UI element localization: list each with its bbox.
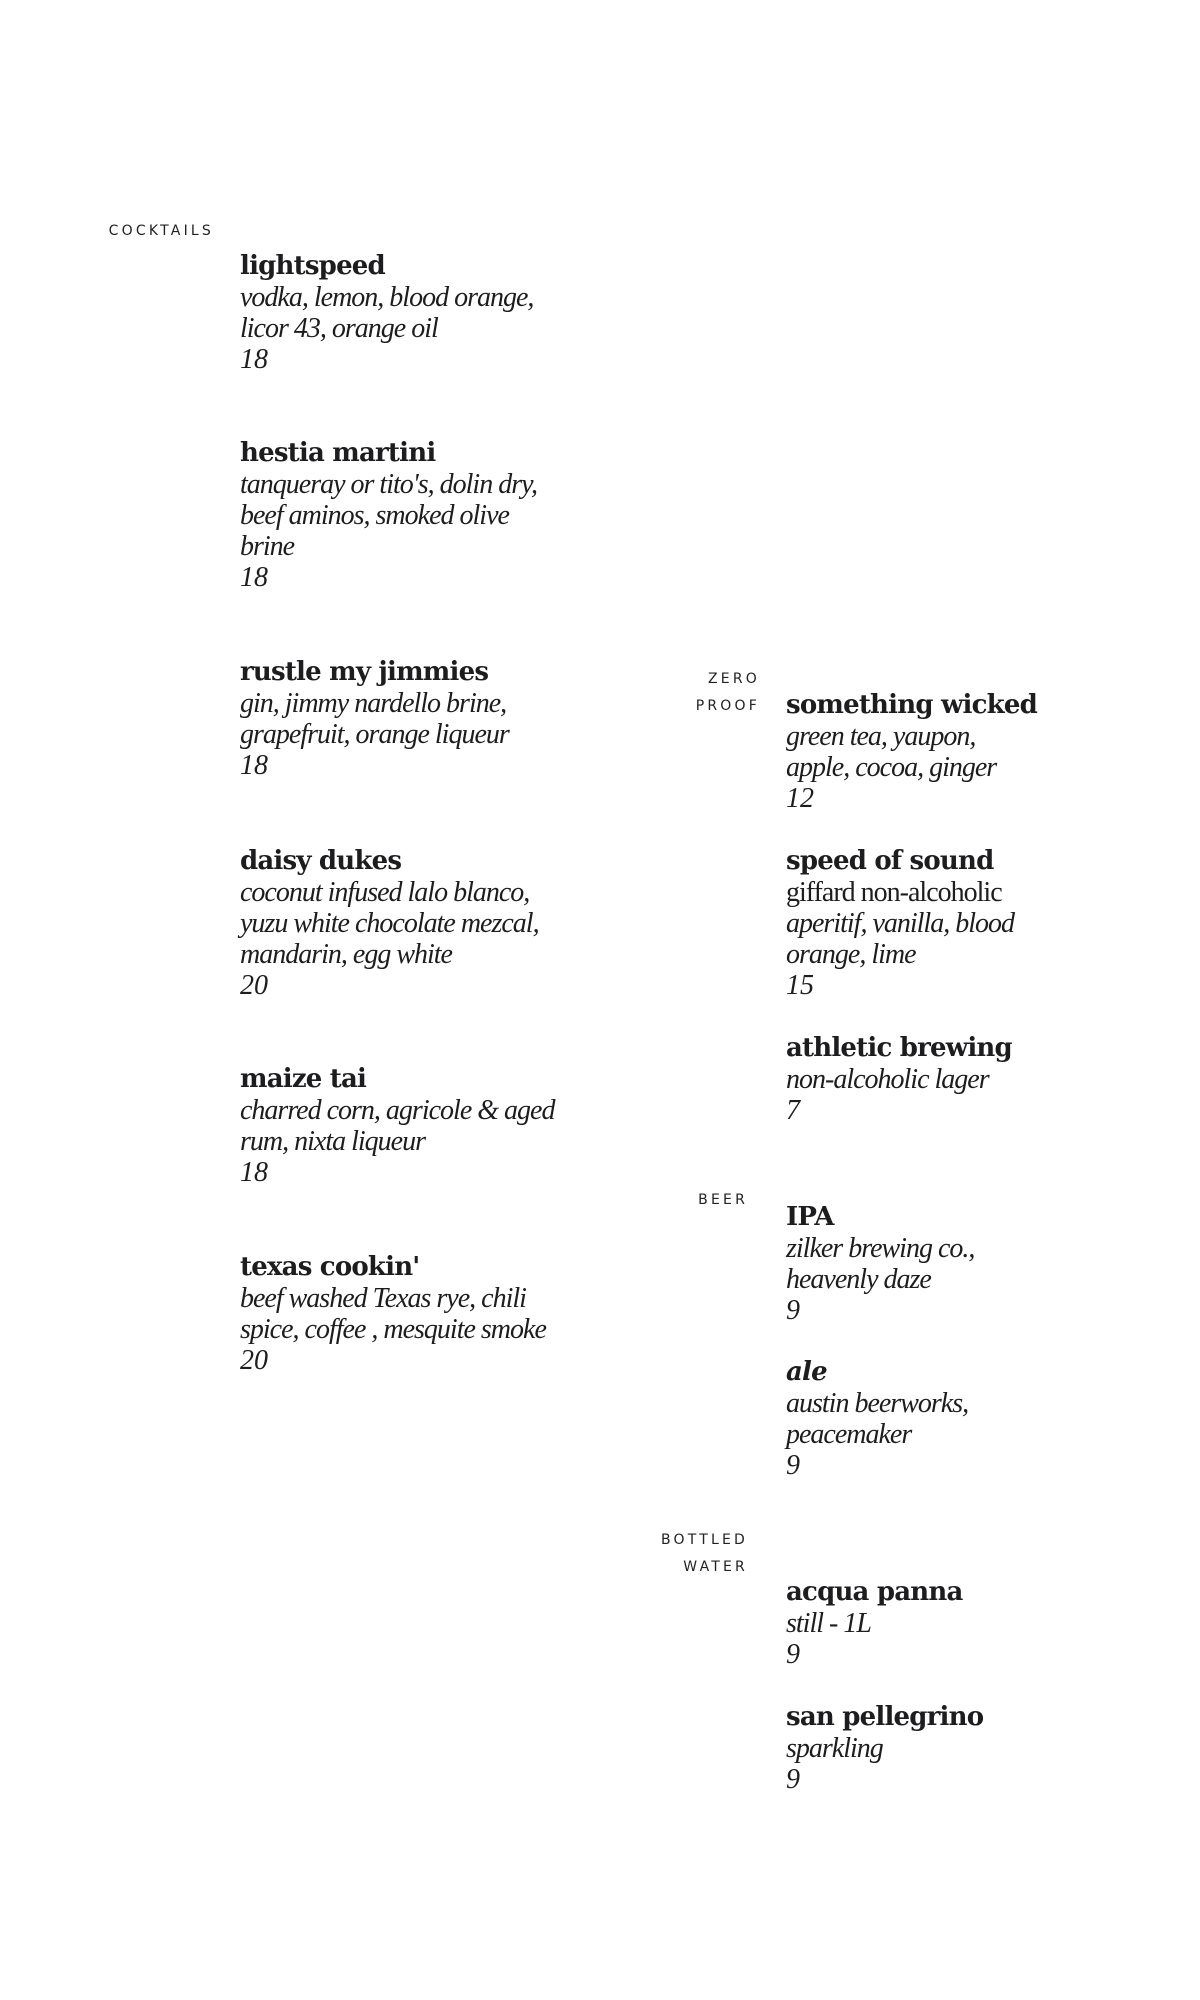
item-description: orange, lime: [786, 939, 916, 970]
item-description: zilker brewing co.,: [786, 1233, 975, 1264]
item-price: 20: [240, 1345, 268, 1376]
item-price: 15: [786, 970, 814, 1001]
menu-item: [786, 846, 1200, 1001]
item-description: apple, cocoa, ginger: [786, 752, 997, 783]
item-description: gin, jimmy nardello brine,: [240, 688, 507, 719]
item-price: 9: [786, 1295, 800, 1326]
item-description: spice, coffee , mesquite smoke: [240, 1314, 546, 1345]
item-price: 9: [786, 1450, 800, 1481]
section-label-bottled-water: [661, 1527, 748, 1581]
item-description: aperitif, vanilla, blood: [786, 908, 1014, 939]
menu-item: [786, 1357, 1200, 1481]
menu-item: [240, 1252, 660, 1376]
item-description: peacemaker: [786, 1419, 912, 1450]
item-description: giffard non-alcoholic: [786, 877, 1002, 908]
section-label-line: ZERO: [708, 671, 760, 687]
item-name: ale: [786, 1357, 827, 1387]
menu-item: [240, 846, 660, 1001]
item-name: IPA: [786, 1202, 834, 1232]
item-name: texas cookin': [240, 1252, 420, 1282]
item-price: 20: [240, 970, 268, 1001]
item-price: 9: [786, 1764, 800, 1795]
section-label-line: BOTTLED: [660, 1532, 748, 1548]
item-price: 18: [240, 1157, 268, 1188]
item-description: heavenly daze: [786, 1264, 931, 1295]
item-name: hestia martini: [240, 438, 436, 468]
menu-item: [240, 657, 660, 781]
section-label-zero-proof: [696, 666, 760, 720]
menu-item: [786, 1202, 1200, 1326]
item-name: rustle my jimmies: [240, 657, 489, 687]
item-description: still - 1L: [786, 1608, 871, 1639]
item-description: mandarin, egg white: [240, 939, 452, 970]
item-description: green tea, yaupon,: [786, 721, 976, 752]
item-description: brine: [240, 531, 295, 562]
item-description: licor 43, orange oil: [240, 313, 438, 344]
menu-item: [240, 1064, 660, 1188]
item-description: sparkling: [786, 1733, 883, 1764]
section-label-line: WATER: [683, 1559, 748, 1575]
item-name: acqua panna: [786, 1577, 963, 1607]
item-name: athletic brewing: [786, 1033, 1012, 1063]
item-name: san pellegrino: [786, 1702, 984, 1732]
item-price: 18: [240, 344, 268, 375]
item-description: beef aminos, smoked olive: [240, 500, 509, 531]
item-description: vodka, lemon, blood orange,: [240, 282, 534, 313]
item-name: something wicked: [786, 690, 1037, 720]
menu-item: [786, 1033, 1200, 1126]
item-description: beef washed Texas rye, chili: [240, 1283, 526, 1314]
item-name: maize tai: [240, 1064, 367, 1094]
item-description: charred corn, agricole & aged: [240, 1095, 555, 1126]
item-price: 7: [786, 1095, 800, 1126]
item-price: 9: [786, 1639, 800, 1670]
item-description: rum, nixta liqueur: [240, 1126, 425, 1157]
item-description: grapefruit, orange liqueur: [240, 719, 509, 750]
menu-item: [786, 690, 1200, 814]
section-label-line: BEER: [698, 1192, 748, 1208]
item-description: non-alcoholic lager: [786, 1064, 989, 1095]
menu-item: [240, 438, 660, 593]
menu-item: [786, 1702, 1200, 1795]
item-name: lightspeed: [240, 251, 385, 281]
item-description: coconut infused lalo blanco,: [240, 877, 530, 908]
menu-item: [786, 1577, 1200, 1670]
item-price: 18: [240, 562, 268, 593]
item-name: speed of sound: [786, 846, 994, 876]
section-label-cocktails: [109, 218, 214, 245]
menu-item: [240, 251, 660, 375]
item-name: daisy dukes: [240, 846, 402, 876]
item-price: 18: [240, 750, 268, 781]
item-description: yuzu white chocolate mezcal,: [240, 908, 539, 939]
section-label-line: COCKTAILS: [108, 223, 214, 239]
section-label-beer: [698, 1187, 748, 1214]
item-price: 12: [786, 783, 814, 814]
section-label-line: PROOF: [695, 698, 760, 714]
item-description: tanqueray or tito's, dolin dry,: [240, 469, 537, 500]
item-description: austin beerworks,: [786, 1388, 969, 1419]
